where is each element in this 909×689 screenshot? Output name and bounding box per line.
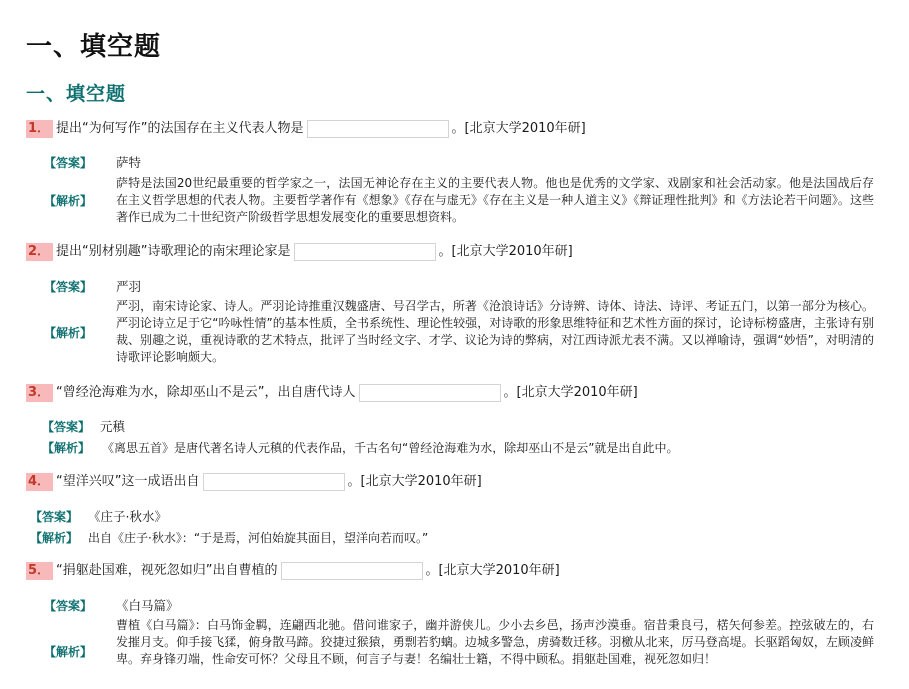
answer-text: 元稹	[100, 419, 126, 434]
question-source: 。[北京大学2010年研]	[503, 385, 638, 400]
question-number: 4．	[26, 473, 53, 491]
explanation-text: 《离思五首》是唐代著名诗人元稹的代表作品，千古名句“曾经沧海难为水，除却巫山不是云”就是出自此中。	[102, 441, 679, 455]
question-5	[26, 562, 560, 580]
answer-text: 《庄子·秋水》	[88, 509, 167, 524]
question-text: 提出“为何写作”的法国存在主义代表人物是	[56, 121, 304, 136]
answer-label: 【答案】	[42, 420, 91, 434]
question-number: 2．	[26, 243, 53, 261]
question-4	[26, 473, 482, 491]
question-3	[26, 384, 638, 402]
page-title: 一、填空题	[26, 32, 162, 62]
answer-label: 【答案】	[30, 510, 79, 524]
explanation-text: 曹植《白马篇》：白马饰金羁，连翩西北驰。借问谁家子，幽并游侠儿。少小去乡邑，扬声沙漠垂。宿昔秉良弓，楛矢何参差。控弦破左的，右发摧月支。仰手接飞猱，俯身散马蹄。狡捷过猴猿，勇剽若豹螭。边城多警急，虏骑数迁移。羽檄从北来，厉马登高堤。长驱蹈匈奴，左顾凌鲜卑。弃身锋刃端，性命安可怀？父母且不顾，何言子与妻！名编壮士籍，不得中顾私。捐躯赴国难，视死忽如归！	[116, 618, 874, 666]
question-number: 5．	[26, 562, 53, 580]
explanation-text: 严羽，南宋诗论家、诗人。严羽论诗推重汉魏盛唐、号召学古，所著《沧浪诗话》分诗辨、诗体、诗法、诗评、考证五门，以第一部分为核心。严羽论诗立足于它“吟咏性情”的基本性质，全书系统性、理论性较强，对诗歌的形象思维特征和艺术性方面的探讨，论诗标榜盛唐，主张诗有别裁、别趣之说，重视诗歌的艺术特点，批评了当时经文字、才学、议论为诗的弊病，对江西诗派尤表不满。又以禅喻诗，强调“妙悟”，对明清的诗歌评论影响颇大。	[116, 299, 874, 364]
question-text: “捐躯赴国难，视死忽如归”出自曹植的	[56, 563, 278, 578]
question-number: 1．	[26, 120, 53, 138]
answer-blank[interactable]	[281, 562, 423, 580]
answer-label: 【答案】	[44, 156, 93, 170]
answer-text: 《白马篇》	[116, 598, 179, 613]
question-source: 。[北京大学2010年研]	[438, 244, 573, 259]
explanation-text: 萨特是法国20世纪最重要的哲学家之一，法国无神论存在主义的主要代表人物。他也是优秀的文学家、戏剧家和社会活动家。他是法国战后存在主义哲学思想的代表人物。主要哲学著作有《想象》《存在与虚无》《存在主义是一种人道主义》《辩证理性批判》和《方法论若干问题》。这些著作已成为二十世纪资产阶级哲学思想发展变化的重要思想资料。	[116, 176, 874, 224]
answer-blank[interactable]	[359, 384, 501, 402]
answer-text: 严羽	[116, 279, 142, 294]
explanation-label: 【解析】	[44, 194, 93, 208]
answer-blank[interactable]	[203, 473, 345, 491]
explanation-label: 【解析】	[30, 531, 79, 545]
question-1	[26, 120, 586, 138]
explanation-text: 出自《庄子·秋水》：“于是焉，河伯始旋其面目，望洋向若而叹。”	[88, 531, 429, 545]
explanation-label: 【解析】	[44, 326, 93, 340]
answer-text: 萨特	[116, 155, 142, 170]
section-title: 一、填空题	[26, 83, 127, 105]
answer-blank[interactable]	[307, 120, 449, 138]
question-source: 。[北京大学2010年研]	[425, 563, 560, 578]
question-text: 提出“别材别趣”诗歌理论的南宋理论家是	[56, 244, 291, 259]
question-text: “曾经沧海难为水，除却巫山不是云”，出自唐代诗人	[56, 385, 356, 400]
question-source: 。[北京大学2010年研]	[347, 474, 482, 489]
explanation-label: 【解析】	[44, 645, 93, 659]
question-2	[26, 243, 573, 261]
question-text: “望洋兴叹”这一成语出自	[56, 474, 200, 489]
question-source: 。[北京大学2010年研]	[451, 121, 586, 136]
answer-label: 【答案】	[44, 599, 93, 613]
question-number: 3．	[26, 384, 53, 402]
answer-blank[interactable]	[294, 243, 436, 261]
answer-label: 【答案】	[44, 280, 93, 294]
explanation-label: 【解析】	[42, 441, 91, 455]
